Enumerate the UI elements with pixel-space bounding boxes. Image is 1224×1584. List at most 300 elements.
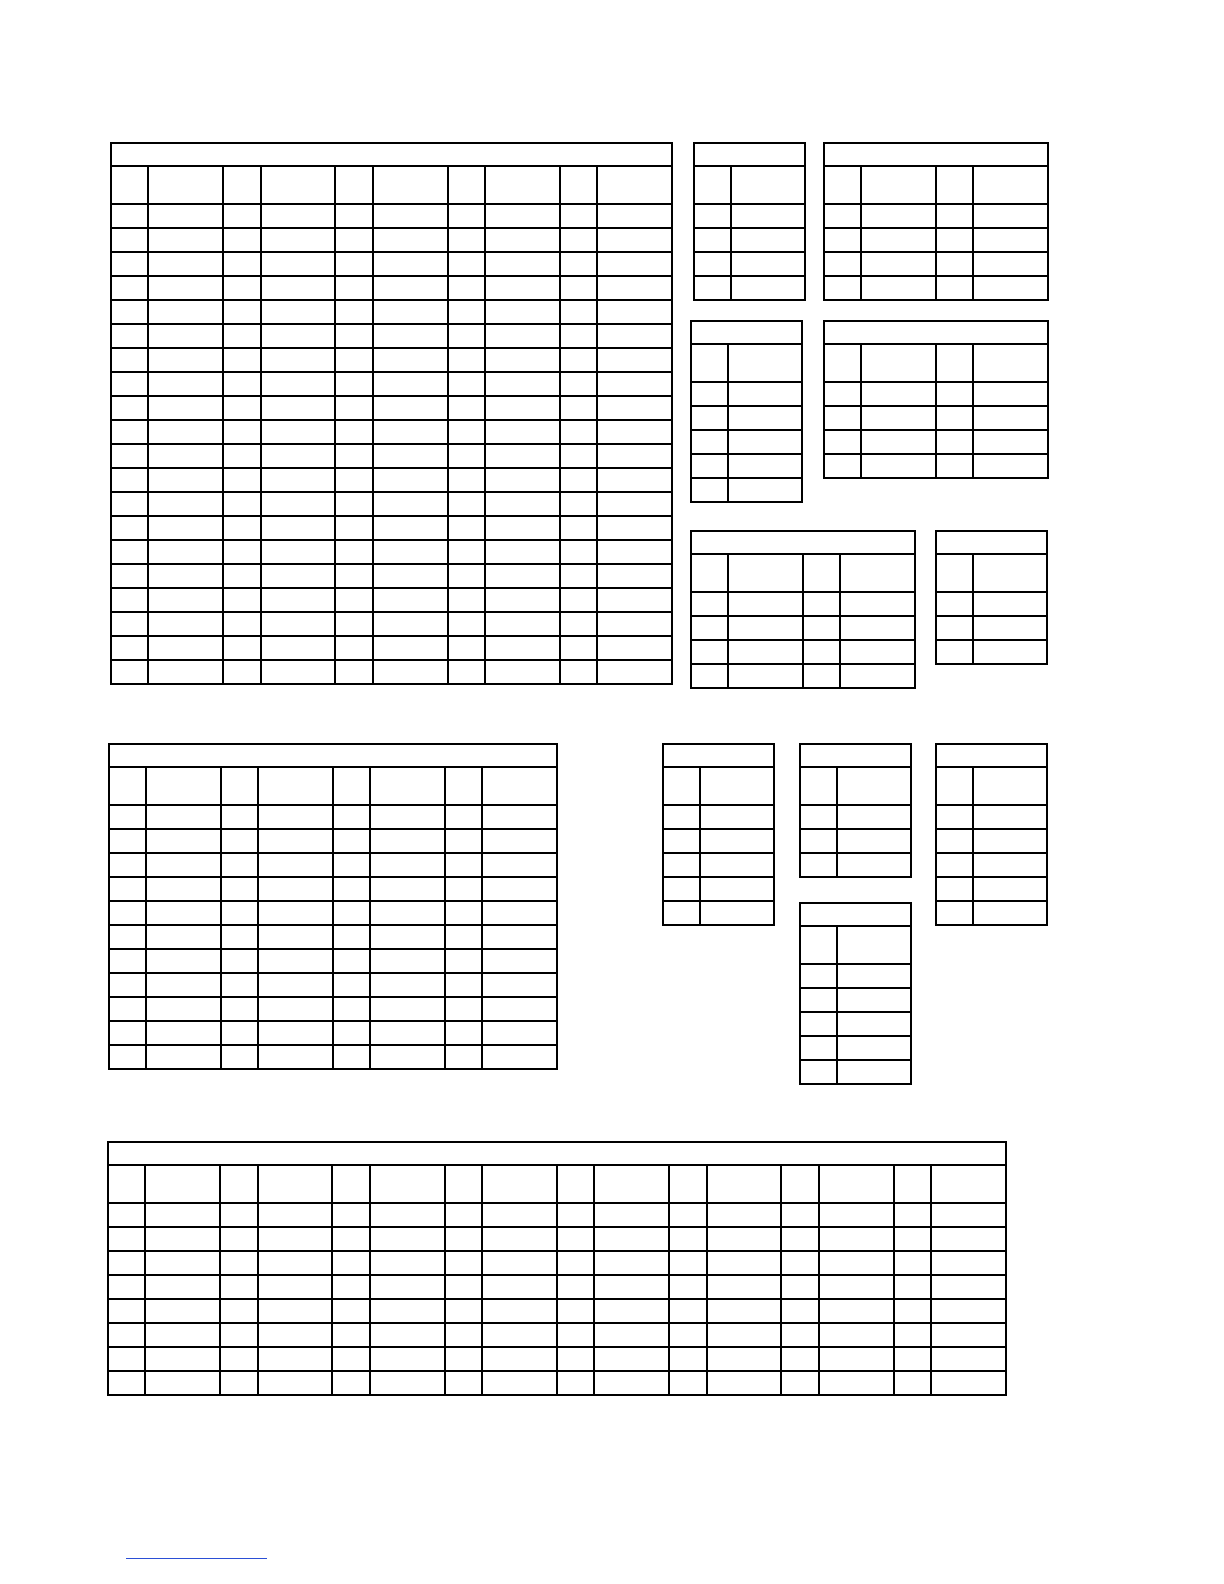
number-cell[interactable] xyxy=(824,252,861,276)
number-cell[interactable] xyxy=(448,204,485,228)
number-cell[interactable] xyxy=(800,1012,837,1036)
number-cell[interactable] xyxy=(111,540,148,564)
number-cell[interactable] xyxy=(936,805,973,829)
number-cell[interactable] xyxy=(691,406,728,430)
number-cell[interactable] xyxy=(800,1036,837,1060)
entry-cell[interactable] xyxy=(258,1203,333,1227)
number-cell[interactable] xyxy=(111,468,148,492)
number-cell[interactable] xyxy=(936,901,973,925)
entry-cell[interactable] xyxy=(485,636,560,660)
number-cell[interactable] xyxy=(448,588,485,612)
entry-cell[interactable] xyxy=(973,616,1047,640)
number-cell[interactable] xyxy=(223,276,260,300)
number-cell[interactable] xyxy=(333,1021,370,1045)
entry-cell[interactable] xyxy=(370,1045,445,1069)
entry-cell[interactable] xyxy=(148,564,223,588)
number-cell[interactable] xyxy=(223,636,260,660)
number-cell[interactable] xyxy=(824,406,861,430)
number-cell[interactable] xyxy=(333,877,370,901)
entry-cell[interactable] xyxy=(973,406,1048,430)
entry-cell[interactable] xyxy=(261,348,336,372)
number-cell[interactable] xyxy=(111,396,148,420)
entry-cell[interactable] xyxy=(728,430,802,454)
number-cell[interactable] xyxy=(335,252,372,276)
entry-cell[interactable] xyxy=(594,1299,669,1323)
entry-cell[interactable] xyxy=(861,430,936,454)
entry-cell[interactable] xyxy=(973,204,1048,228)
number-cell[interactable] xyxy=(557,1275,594,1299)
number-cell[interactable] xyxy=(663,805,700,829)
number-cell[interactable] xyxy=(108,1227,145,1251)
number-cell[interactable] xyxy=(109,973,146,997)
entry-cell[interactable] xyxy=(973,276,1048,300)
number-cell[interactable] xyxy=(220,1299,257,1323)
number-cell[interactable] xyxy=(894,1299,931,1323)
entry-cell[interactable] xyxy=(931,1251,1006,1275)
entry-cell[interactable] xyxy=(837,829,911,853)
number-cell[interactable] xyxy=(111,492,148,516)
entry-cell[interactable] xyxy=(707,1371,782,1395)
entry-cell[interactable] xyxy=(258,853,333,877)
entry-cell[interactable] xyxy=(261,252,336,276)
number-cell[interactable] xyxy=(800,1060,837,1084)
entry-cell[interactable] xyxy=(485,372,560,396)
number-cell[interactable] xyxy=(220,1251,257,1275)
entry-cell[interactable] xyxy=(482,829,557,853)
number-cell[interactable] xyxy=(109,949,146,973)
entry-cell[interactable] xyxy=(146,973,221,997)
number-cell[interactable] xyxy=(109,1021,146,1045)
entry-cell[interactable] xyxy=(261,444,336,468)
entry-cell[interactable] xyxy=(973,252,1048,276)
entry-cell[interactable] xyxy=(146,997,221,1021)
number-cell[interactable] xyxy=(448,636,485,660)
number-cell[interactable] xyxy=(824,454,861,478)
entry-cell[interactable] xyxy=(594,1203,669,1227)
entry-cell[interactable] xyxy=(594,1323,669,1347)
entry-cell[interactable] xyxy=(707,1227,782,1251)
entry-cell[interactable] xyxy=(148,444,223,468)
number-cell[interactable] xyxy=(445,1347,482,1371)
number-cell[interactable] xyxy=(781,1371,818,1395)
entry-cell[interactable] xyxy=(258,1299,333,1323)
number-cell[interactable] xyxy=(108,1323,145,1347)
number-cell[interactable] xyxy=(445,1251,482,1275)
entry-cell[interactable] xyxy=(597,588,672,612)
number-cell[interactable] xyxy=(220,1323,257,1347)
number-cell[interactable] xyxy=(223,612,260,636)
number-cell[interactable] xyxy=(332,1323,369,1347)
entry-cell[interactable] xyxy=(482,901,557,925)
number-cell[interactable] xyxy=(445,949,482,973)
entry-cell[interactable] xyxy=(373,300,448,324)
number-cell[interactable] xyxy=(223,468,260,492)
entry-cell[interactable] xyxy=(597,300,672,324)
number-cell[interactable] xyxy=(445,1371,482,1395)
entry-cell[interactable] xyxy=(707,1251,782,1275)
number-cell[interactable] xyxy=(560,660,597,684)
entry-cell[interactable] xyxy=(148,372,223,396)
number-cell[interactable] xyxy=(333,805,370,829)
number-cell[interactable] xyxy=(448,228,485,252)
entry-cell[interactable] xyxy=(728,478,802,502)
number-cell[interactable] xyxy=(333,1045,370,1069)
number-cell[interactable] xyxy=(335,516,372,540)
number-cell[interactable] xyxy=(448,252,485,276)
number-cell[interactable] xyxy=(560,468,597,492)
number-cell[interactable] xyxy=(111,660,148,684)
number-cell[interactable] xyxy=(936,204,973,228)
number-cell[interactable] xyxy=(800,964,837,988)
entry-cell[interactable] xyxy=(707,1299,782,1323)
entry-cell[interactable] xyxy=(485,396,560,420)
entry-cell[interactable] xyxy=(597,468,672,492)
number-cell[interactable] xyxy=(335,348,372,372)
number-cell[interactable] xyxy=(223,516,260,540)
number-cell[interactable] xyxy=(335,444,372,468)
entry-cell[interactable] xyxy=(597,444,672,468)
entry-cell[interactable] xyxy=(485,612,560,636)
number-cell[interactable] xyxy=(445,805,482,829)
number-cell[interactable] xyxy=(332,1227,369,1251)
number-cell[interactable] xyxy=(111,324,148,348)
number-cell[interactable] xyxy=(560,564,597,588)
entry-cell[interactable] xyxy=(148,516,223,540)
number-cell[interactable] xyxy=(936,877,973,901)
entry-cell[interactable] xyxy=(707,1347,782,1371)
number-cell[interactable] xyxy=(223,660,260,684)
number-cell[interactable] xyxy=(448,468,485,492)
number-cell[interactable] xyxy=(894,1275,931,1299)
number-cell[interactable] xyxy=(223,348,260,372)
entry-cell[interactable] xyxy=(261,516,336,540)
number-cell[interactable] xyxy=(663,901,700,925)
number-cell[interactable] xyxy=(220,1227,257,1251)
entry-cell[interactable] xyxy=(485,348,560,372)
entry-cell[interactable] xyxy=(148,396,223,420)
entry-cell[interactable] xyxy=(700,829,774,853)
number-cell[interactable] xyxy=(557,1251,594,1275)
number-cell[interactable] xyxy=(800,829,837,853)
number-cell[interactable] xyxy=(223,420,260,444)
entry-cell[interactable] xyxy=(861,252,936,276)
entry-cell[interactable] xyxy=(973,228,1048,252)
number-cell[interactable] xyxy=(333,997,370,1021)
entry-cell[interactable] xyxy=(861,228,936,252)
entry-cell[interactable] xyxy=(819,1323,894,1347)
entry-cell[interactable] xyxy=(485,444,560,468)
number-cell[interactable] xyxy=(223,324,260,348)
entry-cell[interactable] xyxy=(370,1371,445,1395)
entry-cell[interactable] xyxy=(261,372,336,396)
entry-cell[interactable] xyxy=(370,901,445,925)
number-cell[interactable] xyxy=(111,348,148,372)
entry-cell[interactable] xyxy=(597,204,672,228)
number-cell[interactable] xyxy=(894,1203,931,1227)
entry-cell[interactable] xyxy=(148,636,223,660)
number-cell[interactable] xyxy=(109,853,146,877)
number-cell[interactable] xyxy=(669,1275,706,1299)
entry-cell[interactable] xyxy=(861,454,936,478)
entry-cell[interactable] xyxy=(597,516,672,540)
entry-cell[interactable] xyxy=(370,1203,445,1227)
entry-cell[interactable] xyxy=(148,492,223,516)
entry-cell[interactable] xyxy=(370,925,445,949)
number-cell[interactable] xyxy=(221,973,258,997)
entry-cell[interactable] xyxy=(145,1203,220,1227)
entry-cell[interactable] xyxy=(258,1275,333,1299)
entry-cell[interactable] xyxy=(482,1275,557,1299)
number-cell[interactable] xyxy=(560,420,597,444)
entry-cell[interactable] xyxy=(261,492,336,516)
number-cell[interactable] xyxy=(445,1299,482,1323)
entry-cell[interactable] xyxy=(973,901,1047,925)
entry-cell[interactable] xyxy=(148,348,223,372)
number-cell[interactable] xyxy=(803,664,840,688)
entry-cell[interactable] xyxy=(258,1347,333,1371)
entry-cell[interactable] xyxy=(485,516,560,540)
entry-cell[interactable] xyxy=(261,228,336,252)
entry-cell[interactable] xyxy=(258,973,333,997)
entry-cell[interactable] xyxy=(148,252,223,276)
entry-cell[interactable] xyxy=(370,1227,445,1251)
number-cell[interactable] xyxy=(800,805,837,829)
number-cell[interactable] xyxy=(448,300,485,324)
entry-cell[interactable] xyxy=(482,877,557,901)
entry-cell[interactable] xyxy=(373,420,448,444)
number-cell[interactable] xyxy=(448,396,485,420)
entry-cell[interactable] xyxy=(146,805,221,829)
number-cell[interactable] xyxy=(557,1323,594,1347)
number-cell[interactable] xyxy=(445,901,482,925)
entry-cell[interactable] xyxy=(482,1227,557,1251)
entry-cell[interactable] xyxy=(973,877,1047,901)
number-cell[interactable] xyxy=(445,1021,482,1045)
entry-cell[interactable] xyxy=(148,612,223,636)
entry-cell[interactable] xyxy=(485,564,560,588)
entry-cell[interactable] xyxy=(373,324,448,348)
number-cell[interactable] xyxy=(223,300,260,324)
number-cell[interactable] xyxy=(333,901,370,925)
number-cell[interactable] xyxy=(111,204,148,228)
entry-cell[interactable] xyxy=(148,420,223,444)
number-cell[interactable] xyxy=(781,1227,818,1251)
entry-cell[interactable] xyxy=(148,276,223,300)
entry-cell[interactable] xyxy=(373,444,448,468)
number-cell[interactable] xyxy=(669,1227,706,1251)
entry-cell[interactable] xyxy=(597,564,672,588)
entry-cell[interactable] xyxy=(258,829,333,853)
entry-cell[interactable] xyxy=(931,1347,1006,1371)
entry-cell[interactable] xyxy=(146,877,221,901)
entry-cell[interactable] xyxy=(370,949,445,973)
entry-cell[interactable] xyxy=(146,1021,221,1045)
entry-cell[interactable] xyxy=(728,592,803,616)
entry-cell[interactable] xyxy=(146,829,221,853)
number-cell[interactable] xyxy=(448,420,485,444)
number-cell[interactable] xyxy=(781,1251,818,1275)
entry-cell[interactable] xyxy=(594,1227,669,1251)
number-cell[interactable] xyxy=(669,1251,706,1275)
number-cell[interactable] xyxy=(560,636,597,660)
entry-cell[interactable] xyxy=(973,430,1048,454)
number-cell[interactable] xyxy=(560,228,597,252)
number-cell[interactable] xyxy=(894,1371,931,1395)
number-cell[interactable] xyxy=(694,276,731,300)
number-cell[interactable] xyxy=(333,925,370,949)
number-cell[interactable] xyxy=(111,252,148,276)
number-cell[interactable] xyxy=(221,1021,258,1045)
entry-cell[interactable] xyxy=(370,829,445,853)
entry-cell[interactable] xyxy=(370,1275,445,1299)
number-cell[interactable] xyxy=(691,664,728,688)
number-cell[interactable] xyxy=(560,396,597,420)
number-cell[interactable] xyxy=(221,829,258,853)
entry-cell[interactable] xyxy=(728,664,803,688)
entry-cell[interactable] xyxy=(482,1045,557,1069)
entry-cell[interactable] xyxy=(145,1275,220,1299)
number-cell[interactable] xyxy=(335,492,372,516)
entry-cell[interactable] xyxy=(840,616,915,640)
number-cell[interactable] xyxy=(109,877,146,901)
entry-cell[interactable] xyxy=(973,829,1047,853)
number-cell[interactable] xyxy=(111,372,148,396)
number-cell[interactable] xyxy=(560,540,597,564)
entry-cell[interactable] xyxy=(373,396,448,420)
entry-cell[interactable] xyxy=(146,901,221,925)
number-cell[interactable] xyxy=(335,564,372,588)
number-cell[interactable] xyxy=(560,588,597,612)
entry-cell[interactable] xyxy=(861,382,936,406)
number-cell[interactable] xyxy=(445,1045,482,1069)
number-cell[interactable] xyxy=(824,276,861,300)
entry-cell[interactable] xyxy=(819,1371,894,1395)
entry-cell[interactable] xyxy=(485,324,560,348)
entry-cell[interactable] xyxy=(731,276,805,300)
number-cell[interactable] xyxy=(936,276,973,300)
entry-cell[interactable] xyxy=(731,252,805,276)
entry-cell[interactable] xyxy=(148,468,223,492)
entry-cell[interactable] xyxy=(258,925,333,949)
number-cell[interactable] xyxy=(800,988,837,1012)
number-cell[interactable] xyxy=(332,1203,369,1227)
entry-cell[interactable] xyxy=(707,1203,782,1227)
number-cell[interactable] xyxy=(560,204,597,228)
entry-cell[interactable] xyxy=(148,540,223,564)
number-cell[interactable] xyxy=(663,877,700,901)
entry-cell[interactable] xyxy=(370,877,445,901)
number-cell[interactable] xyxy=(111,276,148,300)
number-cell[interactable] xyxy=(448,372,485,396)
number-cell[interactable] xyxy=(691,454,728,478)
entry-cell[interactable] xyxy=(594,1275,669,1299)
entry-cell[interactable] xyxy=(594,1371,669,1395)
entry-cell[interactable] xyxy=(861,276,936,300)
number-cell[interactable] xyxy=(824,382,861,406)
number-cell[interactable] xyxy=(220,1371,257,1395)
entry-cell[interactable] xyxy=(373,276,448,300)
entry-cell[interactable] xyxy=(261,204,336,228)
number-cell[interactable] xyxy=(448,540,485,564)
number-cell[interactable] xyxy=(691,592,728,616)
number-cell[interactable] xyxy=(824,204,861,228)
entry-cell[interactable] xyxy=(258,901,333,925)
entry-cell[interactable] xyxy=(373,612,448,636)
entry-cell[interactable] xyxy=(482,925,557,949)
entry-cell[interactable] xyxy=(973,853,1047,877)
entry-cell[interactable] xyxy=(819,1275,894,1299)
number-cell[interactable] xyxy=(221,1045,258,1069)
entry-cell[interactable] xyxy=(837,805,911,829)
number-cell[interactable] xyxy=(223,252,260,276)
number-cell[interactable] xyxy=(781,1347,818,1371)
entry-cell[interactable] xyxy=(485,588,560,612)
number-cell[interactable] xyxy=(824,430,861,454)
number-cell[interactable] xyxy=(824,228,861,252)
entry-cell[interactable] xyxy=(594,1347,669,1371)
number-cell[interactable] xyxy=(560,300,597,324)
entry-cell[interactable] xyxy=(728,382,802,406)
entry-cell[interactable] xyxy=(485,252,560,276)
number-cell[interactable] xyxy=(221,901,258,925)
number-cell[interactable] xyxy=(781,1203,818,1227)
entry-cell[interactable] xyxy=(146,853,221,877)
number-cell[interactable] xyxy=(335,324,372,348)
entry-cell[interactable] xyxy=(261,540,336,564)
entry-cell[interactable] xyxy=(146,925,221,949)
number-cell[interactable] xyxy=(333,829,370,853)
number-cell[interactable] xyxy=(803,616,840,640)
entry-cell[interactable] xyxy=(370,1299,445,1323)
entry-cell[interactable] xyxy=(485,468,560,492)
number-cell[interactable] xyxy=(560,612,597,636)
number-cell[interactable] xyxy=(332,1275,369,1299)
entry-cell[interactable] xyxy=(837,1060,911,1084)
number-cell[interactable] xyxy=(560,492,597,516)
entry-cell[interactable] xyxy=(145,1371,220,1395)
number-cell[interactable] xyxy=(691,382,728,406)
entry-cell[interactable] xyxy=(258,1045,333,1069)
entry-cell[interactable] xyxy=(482,1299,557,1323)
number-cell[interactable] xyxy=(445,925,482,949)
entry-cell[interactable] xyxy=(861,204,936,228)
number-cell[interactable] xyxy=(663,829,700,853)
number-cell[interactable] xyxy=(936,640,973,664)
entry-cell[interactable] xyxy=(261,660,336,684)
entry-cell[interactable] xyxy=(840,640,915,664)
entry-cell[interactable] xyxy=(482,973,557,997)
entry-cell[interactable] xyxy=(373,492,448,516)
number-cell[interactable] xyxy=(557,1227,594,1251)
number-cell[interactable] xyxy=(221,805,258,829)
number-cell[interactable] xyxy=(333,973,370,997)
entry-cell[interactable] xyxy=(258,877,333,901)
entry-cell[interactable] xyxy=(258,1251,333,1275)
entry-cell[interactable] xyxy=(261,564,336,588)
number-cell[interactable] xyxy=(691,640,728,664)
entry-cell[interactable] xyxy=(261,300,336,324)
number-cell[interactable] xyxy=(223,492,260,516)
entry-cell[interactable] xyxy=(837,964,911,988)
number-cell[interactable] xyxy=(108,1203,145,1227)
number-cell[interactable] xyxy=(936,592,973,616)
footer-link-underline[interactable] xyxy=(126,1558,267,1559)
number-cell[interactable] xyxy=(557,1299,594,1323)
number-cell[interactable] xyxy=(691,430,728,454)
number-cell[interactable] xyxy=(332,1299,369,1323)
number-cell[interactable] xyxy=(335,468,372,492)
number-cell[interactable] xyxy=(557,1203,594,1227)
